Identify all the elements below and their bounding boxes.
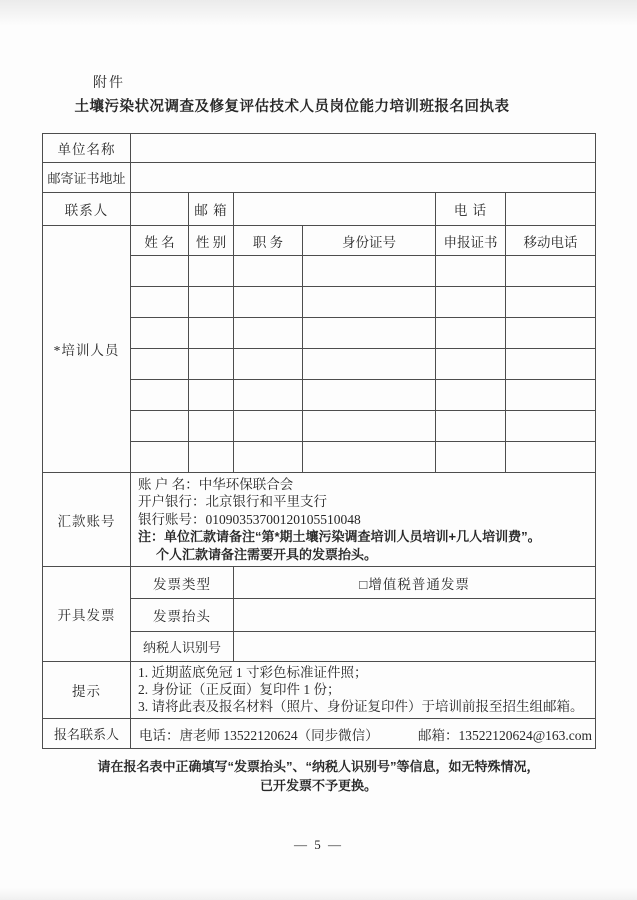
registration-contact-row [43,719,596,749]
tips-label: 提示 [43,662,131,719]
remittance-note-line2: 个人汇款请备注需要开具的发票抬头。 [156,546,378,562]
page-title: 土壤污染状况调查及修复评估技术人员岗位能力培训班报名回执表 [74,99,510,115]
registration-contact-label: 报名联系人 [43,719,131,749]
invoice-type-label: 发票类型 [131,567,234,599]
col-header-id-number: 身份证号 [303,226,436,256]
taxpayer-id-value-cell [234,632,596,662]
email-label: 邮 箱 [189,193,234,226]
tip-item-3: 3. 请将此表及报名材料（照片、身份证复印件）于培训前报至招生组邮箱。 [138,698,584,714]
email-value-cell [234,193,436,226]
tips-row [43,662,596,719]
col-header-gender: 性 别 [189,226,234,256]
contact-value-cell [131,193,189,226]
remittance-bank: 开户银行：北京银行和平里支行 [138,494,327,510]
remittance-account-name: 账 户 名：中华环保联合会 [138,477,294,492]
unit-name-value-cell [131,134,596,163]
remittance-details [131,473,596,567]
remittance-label: 汇款账号 [43,473,131,567]
invoice-type-value: □增值税普通发票 [234,567,596,599]
registration-contact-details [131,719,596,749]
remittance-row [43,473,596,567]
mailing-address-label: 邮寄证书地址 [43,163,131,193]
phone-value-cell [506,193,596,226]
contact-label: 联系人 [43,193,131,226]
unit-name-label: 单位名称 [43,134,131,163]
registration-contact-email: 邮箱：13522120624@163.com [418,727,593,743]
remittance-account-number: 银行账号：01090353700120105510048 [138,511,361,527]
col-header-name: 姓 名 [131,226,189,256]
tips-content [131,662,596,719]
mailing-address-row [43,163,596,193]
invoice-title-value-cell [234,599,596,632]
unit-name-row [43,134,596,163]
taxpayer-id-label: 纳税人识别号 [131,632,234,662]
registration-contact-phone: 电话：唐老师 13522120624（同步微信） [139,727,379,743]
invoice-label: 开具发票 [43,567,131,662]
col-header-position: 职 务 [234,226,303,256]
remittance-note-line1: 注：单位汇款请备注“第*期土壤污染调查培训人员培训+几人培训费”。 [138,529,541,545]
phone-label: 电 话 [436,193,506,226]
col-header-certificate: 申报证书 [436,226,506,256]
mailing-address-value-cell [131,163,596,193]
contact-row [43,193,596,226]
tip-item-1: 1. 近期蓝底免冠 1 寸彩色标准证件照； [138,665,368,681]
attachment-label: 附件 [93,76,125,91]
footer-note [0,757,637,795]
registration-form-table [42,133,596,749]
footer-note-line2: 已开发票不予更换。 [259,778,377,793]
col-header-mobile: 移动电话 [506,226,596,256]
tip-item-2: 2. 身份证（正反面）复印件 1 份； [138,681,341,697]
trainee-header-row [43,226,596,256]
footer-note-line1: 请在报名表中正确填写“发票抬头”、“纳税人识别号”等信息，如无特殊情况， [97,759,540,774]
trainees-label: *培训人员 [43,226,131,473]
page-number: — 5 — [294,837,343,852]
invoice-title-label: 发票抬头 [131,599,234,632]
invoice-type-row [43,567,596,599]
